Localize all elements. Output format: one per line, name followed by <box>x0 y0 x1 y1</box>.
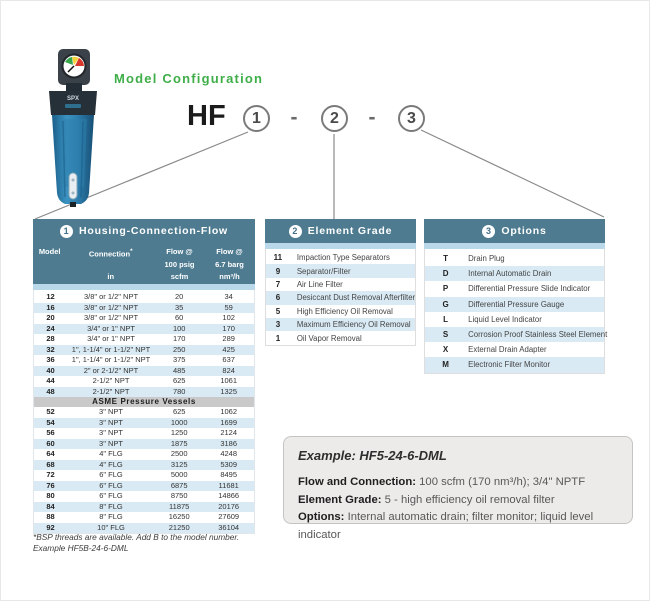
table-row <box>34 376 254 387</box>
option-description-cell: Drain Plug <box>468 254 505 264</box>
flow-scfm-cell: 3125 <box>170 459 188 469</box>
table1-title <box>33 219 255 243</box>
connection-cell: 3/4" or 1" NPT <box>87 323 135 333</box>
example-line-label: Options: <box>298 511 345 523</box>
option-code-cell: P <box>442 284 449 294</box>
flow-scfm-cell: 20 <box>175 292 184 301</box>
table2-title-text: Element Grade <box>307 225 393 237</box>
model-cell: 84 <box>46 501 55 511</box>
flow-nm3h-cell: 14866 <box>218 491 240 500</box>
model-cell: 32 <box>46 344 55 354</box>
model-cell: 54 <box>46 417 55 427</box>
option-code-cell: L <box>443 314 449 324</box>
model-cell: 64 <box>46 449 55 458</box>
flow-nm3h-cell: 1062 <box>220 407 238 416</box>
example-line-value: 100 scfm (170 nm³/h); 3/4" NPTF <box>419 476 586 488</box>
housing-connection-flow-table <box>33 219 255 534</box>
table3-title <box>424 219 605 243</box>
grade-description-cell: Air Line Filter <box>296 279 343 289</box>
model-cell: 24 <box>46 323 55 333</box>
flow-scfm-cell: 1250 <box>170 428 188 437</box>
table-row <box>266 278 415 291</box>
circled-1-icon: 1 <box>60 225 73 238</box>
position-2-circle <box>321 105 348 132</box>
option-code-cell: X <box>442 345 449 355</box>
flow-nm3h-cell: 425 <box>222 344 235 354</box>
filter-illustration <box>41 47 105 207</box>
flow-scfm-cell: 21250 <box>168 522 190 532</box>
flow-scfm-cell: 780 <box>172 386 186 396</box>
table-row <box>425 357 604 372</box>
grade-code-cell: 1 <box>275 333 281 343</box>
flow-scfm-cell: 35 <box>175 302 184 312</box>
option-code-cell: S <box>442 330 449 340</box>
flow-scfm-cell: 625 <box>172 376 186 385</box>
table-row <box>266 251 415 264</box>
flow-nm3h-cell: 36104 <box>218 522 240 532</box>
model-cell: 52 <box>46 407 55 416</box>
circled-2-icon: 2 <box>289 225 302 238</box>
table-row <box>425 312 604 327</box>
flow-nm3h-cell: 170 <box>222 323 235 333</box>
flow-nm3h-cell: 3186 <box>220 438 238 448</box>
brand-label: SPX <box>66 96 80 102</box>
dash-separator: - <box>290 106 298 129</box>
model-cell: 92 <box>46 522 55 532</box>
grade-description-cell: Maximum Efficiency Oil Removal <box>296 320 411 330</box>
grade-code-cell: 6 <box>275 293 281 303</box>
table-row <box>34 439 254 450</box>
model-cell: 56 <box>46 428 55 437</box>
flow-nm3h-cell: 11681 <box>218 480 239 490</box>
connection-cell: 3/8" or 1/2" NPT <box>83 292 139 301</box>
table1-title-text: Housing-Connection-Flow <box>78 225 229 237</box>
connection-cell: 6" FLG <box>99 491 123 500</box>
table-row <box>34 387 254 398</box>
flow-scfm-cell: 2500 <box>170 449 188 458</box>
model-cell: 36 <box>46 355 55 364</box>
table3-title-text: Options <box>501 225 547 237</box>
model-cell: 80 <box>46 491 55 500</box>
options-table <box>424 219 608 374</box>
flow-scfm-cell: 1875 <box>170 438 188 448</box>
footnote <box>33 532 239 554</box>
table-row <box>34 355 254 366</box>
model-cell: 68 <box>46 459 55 469</box>
connection-cell: 6" FLG <box>99 470 123 479</box>
table-row <box>266 331 415 344</box>
table-row <box>34 428 254 439</box>
option-code-cell: D <box>442 269 449 279</box>
option-description-cell: Internal Automatic Drain <box>468 269 552 279</box>
footnote-line-2: Example HF5B-24-6-DML <box>33 543 129 553</box>
flow-nm3h-cell: 1699 <box>220 417 238 427</box>
example-line-label: Flow and Connection: <box>298 476 416 488</box>
connection-cell: 6" FLG <box>99 480 123 490</box>
table-row <box>425 266 604 281</box>
option-code-cell: G <box>442 299 449 309</box>
sight-glass <box>69 173 77 199</box>
table-row <box>34 407 254 418</box>
example-title: Example: HF5-24-6-DML <box>298 448 447 463</box>
grade-code-cell: 7 <box>275 279 281 289</box>
model-cell: 48 <box>46 386 55 396</box>
example-line-label: Element Grade: <box>298 493 382 506</box>
table-row <box>34 324 254 335</box>
column-header-model: Model <box>38 247 61 256</box>
table-row <box>266 318 415 331</box>
table-row <box>425 342 604 357</box>
circled-3-icon: 3 <box>482 225 495 238</box>
column-header-connection: Connection* in <box>88 248 133 281</box>
drain-stem <box>70 202 76 207</box>
flow-nm3h-cell: 2124 <box>220 428 238 437</box>
element-grade-table <box>265 219 416 346</box>
table-row <box>34 460 254 471</box>
asme-section-header: ASME Pressure Vessels <box>34 397 254 407</box>
model-cell: 20 <box>46 313 55 322</box>
flow-nm3h-cell: 27609 <box>218 512 240 521</box>
flow-scfm-cell: 16250 <box>168 512 190 521</box>
grade-description-cell: High Efficiency Oil Removal <box>296 306 393 316</box>
connection-cell: 10" FLG <box>97 522 125 532</box>
flow-nm3h-cell: 637 <box>222 355 235 364</box>
column-header-flow-nm3h: Flow @ 6.7 barg nm³/h <box>215 247 244 281</box>
position-2-number: 2 <box>330 109 339 127</box>
model-cell: 72 <box>46 470 55 479</box>
connection-cell: 8" FLG <box>99 501 123 511</box>
npt-rows <box>34 292 254 397</box>
grade-description-cell: Separator/Filter <box>296 266 351 276</box>
model-cell: 60 <box>46 438 55 448</box>
asme-rows <box>34 407 254 533</box>
model-cell: 40 <box>46 365 55 375</box>
table-row <box>34 512 254 523</box>
grade-description-cell: Desiccant Dust Removal Afterfilter <box>296 293 416 303</box>
flow-scfm-cell: 8750 <box>170 491 188 500</box>
options-rows <box>424 249 608 374</box>
element-grade-rows <box>265 249 416 346</box>
column-header-flow-scfm: Flow @ 100 psig scfm <box>164 247 195 281</box>
table-row <box>34 345 254 356</box>
table-row <box>34 418 254 429</box>
table-row <box>425 281 604 296</box>
table-row <box>266 305 415 318</box>
connection-cell: 2" or 2-1/2" NPT <box>83 365 139 375</box>
flow-nm3h-cell: 1061 <box>220 376 238 385</box>
grade-code-cell: 9 <box>275 266 281 276</box>
connection-cell: 8" FLG <box>99 512 123 521</box>
example-line-value: 5 - high efficiency oil removal filter <box>384 493 555 506</box>
table1-column-headers <box>33 243 255 284</box>
connection-cell: 3/8" or 1/2" NPT <box>83 313 139 322</box>
flow-nm3h-cell: 824 <box>222 365 235 375</box>
example-line <box>298 509 618 544</box>
flow-scfm-cell: 170 <box>172 334 186 343</box>
table-row <box>34 292 254 303</box>
grade-description-cell: Impaction Type Separators <box>296 253 390 263</box>
model-cell: 12 <box>46 292 55 301</box>
grade-code-cell: 5 <box>275 306 281 316</box>
example-line-value: Internal automatic drain; filter monitor; liquid level indicator <box>298 511 594 541</box>
connection-cell: 4" FLG <box>99 449 123 458</box>
model-cell: 16 <box>46 302 55 312</box>
flow-nm3h-cell: 59 <box>224 302 233 312</box>
connection-cell: 3" NPT <box>99 407 123 416</box>
table-row <box>34 366 254 377</box>
option-description-cell: Electronic Filter Monitor <box>468 360 551 370</box>
connection-cell: 1", 1-1/4" or 1-1/2" NPT <box>71 355 151 364</box>
flow-nm3h-cell: 5309 <box>220 459 238 469</box>
grade-description-cell: Oil Vapor Removal <box>296 333 362 343</box>
filter-head <box>49 91 97 115</box>
example-line <box>298 474 618 492</box>
flow-scfm-cell: 375 <box>172 355 186 364</box>
position-3-number: 3 <box>407 109 416 127</box>
page-title: Model Configuration <box>114 71 264 86</box>
footnote-marker: * <box>130 248 133 255</box>
model-cell: 28 <box>46 334 55 343</box>
table-row <box>34 491 254 502</box>
grade-code-cell: 3 <box>275 320 281 330</box>
connection-cell: 3" NPT <box>99 438 123 448</box>
example-lines <box>298 474 618 544</box>
footnote-line-1: *BSP threads are available. Add B to the model number. <box>33 532 240 542</box>
position-1-number: 1 <box>252 109 261 127</box>
table-row <box>425 327 608 342</box>
connection-cell: 2-1/2" NPT <box>92 386 130 396</box>
flow-nm3h-cell: 102 <box>222 313 235 322</box>
grade-code-cell: 11 <box>273 253 283 263</box>
table-row <box>34 502 254 513</box>
flow-nm3h-cell: 289 <box>222 334 235 343</box>
model-cell: 88 <box>46 512 55 521</box>
flow-nm3h-cell: 20176 <box>218 501 240 511</box>
table-row <box>34 303 254 314</box>
table2-title <box>265 219 416 243</box>
connection-cell: 3/8" or 1/2" NPT <box>83 302 139 312</box>
flow-scfm-cell: 625 <box>172 407 186 416</box>
option-code-cell: T <box>443 254 449 264</box>
option-description-cell: Liquid Level Indicator <box>468 314 542 324</box>
connection-cell: 4" FLG <box>99 459 123 469</box>
flow-scfm-cell: 5000 <box>170 470 188 479</box>
table-row <box>34 334 254 345</box>
table-row <box>34 470 254 481</box>
option-code-cell: M <box>442 360 449 370</box>
flow-scfm-cell: 60 <box>175 313 184 322</box>
model-prefix: HF <box>187 100 226 132</box>
flow-nm3h-cell: 8495 <box>220 470 238 479</box>
table-row <box>425 251 604 266</box>
flow-scfm-cell: 250 <box>172 344 186 354</box>
table-row <box>266 291 415 304</box>
option-description-cell: Corrosion Proof Stainless Steel Element <box>468 330 608 340</box>
flow-nm3h-cell: 34 <box>224 292 233 301</box>
flow-nm3h-cell: 1325 <box>220 386 238 396</box>
model-cell: 44 <box>46 376 55 385</box>
connection-cell: 1", 1-1/4" or 1-1/2" NPT <box>71 344 151 354</box>
connection-cell: 3/4" or 1" NPT <box>87 334 135 343</box>
table-row <box>34 481 254 492</box>
dash-separator: - <box>368 106 376 129</box>
flow-scfm-cell: 6875 <box>170 480 188 490</box>
table-row <box>425 297 604 312</box>
table-row <box>34 313 254 324</box>
flow-scfm-cell: 1000 <box>170 417 188 427</box>
example-box <box>283 436 633 541</box>
option-description-cell: External Drain Adapter <box>468 345 547 355</box>
table-row <box>34 449 254 460</box>
example-line <box>298 492 618 510</box>
flow-scfm-cell: 11875 <box>169 501 190 511</box>
flow-nm3h-cell: 4248 <box>220 449 238 458</box>
connection-cell: 3" NPT <box>99 417 123 427</box>
position-3-circle <box>398 105 425 132</box>
connection-cell: 3" NPT <box>99 428 123 437</box>
option-description-cell: Differential Pressure Slide Indicator <box>468 284 591 294</box>
position-1-circle <box>243 105 270 132</box>
table-row <box>266 264 415 277</box>
option-description-cell: Differential Pressure Gauge <box>468 299 565 309</box>
model-cell: 76 <box>46 480 55 490</box>
product-photo <box>41 47 105 212</box>
flow-scfm-cell: 100 <box>172 323 186 333</box>
connection-cell: 2-1/2" NPT <box>92 376 130 385</box>
flow-scfm-cell: 485 <box>172 365 186 375</box>
